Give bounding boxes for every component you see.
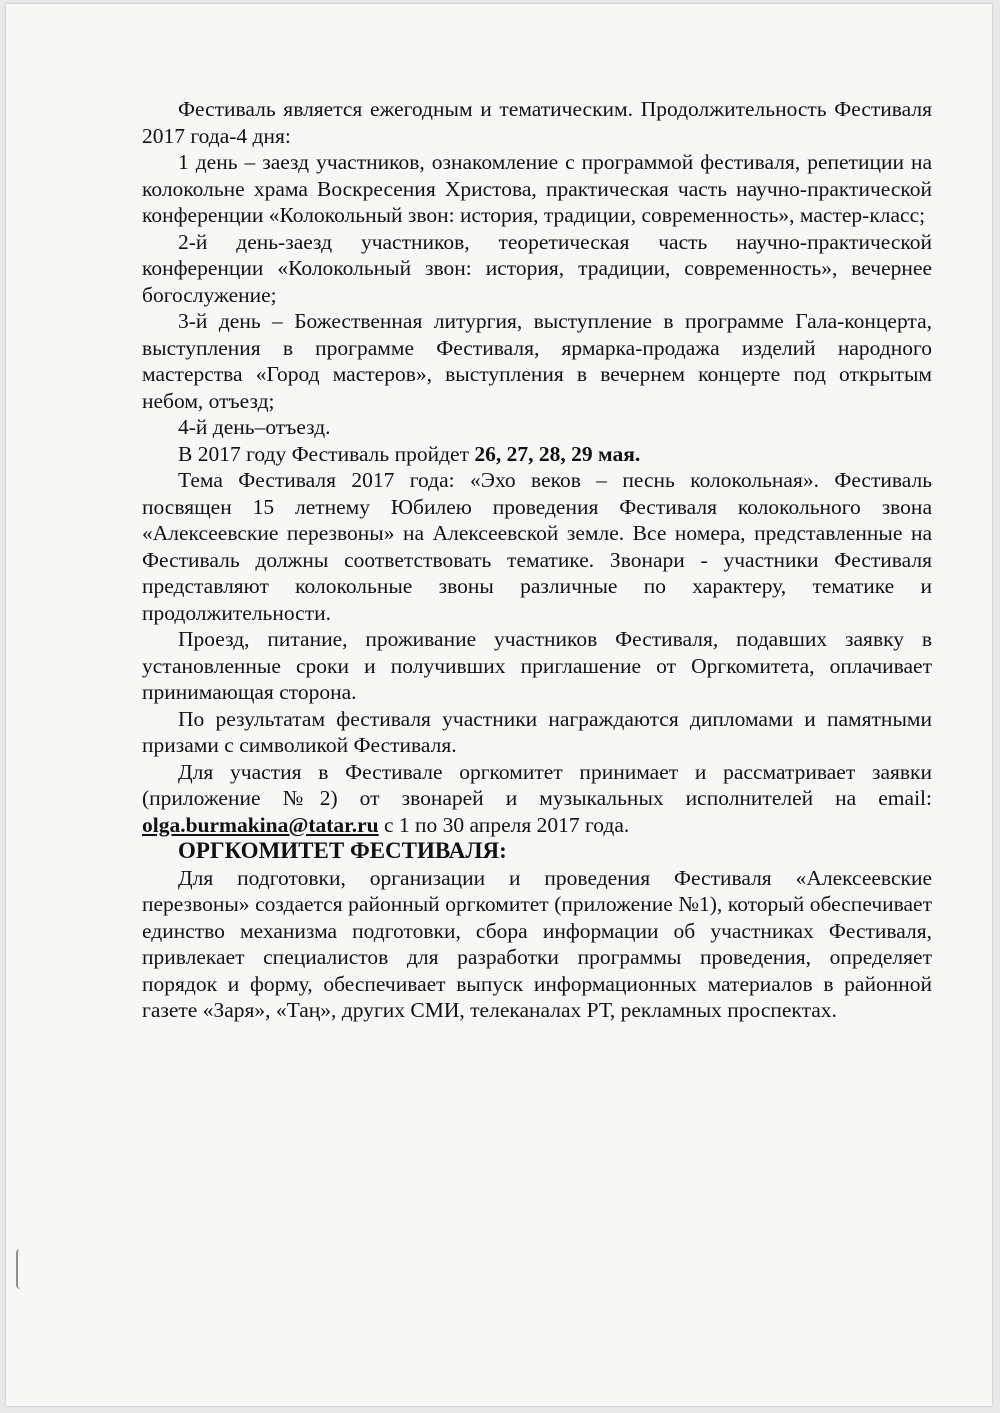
document-page [6,4,992,1406]
paragraph-theme: Тема Фестиваля 2017 года: «Эхо веков – песнь колокольная». Фестиваль посвящен 15 летнему Юбилею проведения Фестиваля колокольного звона «Алексеевские перезвоны» на Алексеевской земле. Все номера, представленные на Фестиваль должны соответствовать тематике. Звонари - участники Фестиваля представляют колокольные звоны различные по характеру, тематике и продолжительности. [142,468,932,625]
dates-prefix: В 2017 году Фестиваль пройдет [178,441,475,466]
paragraph-day-2: 2-й день-заезд участников, теоретическая часть научно-практической конференции «Колокольный звон: история, традиции, современность», вечернее богослужение; [142,229,932,307]
application-deadline: с 1 по 30 апреля 2017 года. [378,812,630,837]
paragraph-dates [142,441,932,468]
paragraph-day-4: 4-й день–отъезд. [178,415,331,439]
paragraph-day-3: 3-й день – Божественная литургия, выступление в программе Гала-концерта, выступления в программе Фестиваля, ярмарка-продажа изделий народного мастерства «Город мастеров», выступления в вечернем концерте под открытым небом, отъезд; [142,309,932,413]
festival-dates: 26, 27, 28, 29 мая. [474,441,641,466]
scan-mark [16,1249,26,1289]
paragraph-committee: Для подготовки, организации и проведения Фестиваля «Алексеевские перезвоны» создается районный оргкомитет (приложение №1), который обеспечивает единство механизма подготовки, сбора информации об участниках Фестиваля, привлекает специалистов для разработки программы проведения, определяет порядок и форму, обеспечивает выпуск информационных материалов в районной газете «Заря», «Таң», других СМИ, телеканалах РТ, рекламных проспектах. [142,865,932,1022]
section-heading: ОРГКОМИТЕТ ФЕСТИВАЛЯ: [178,838,507,863]
email-link[interactable]: olga.burmakina@tatar.ru [142,812,379,837]
application-text: Для участия в Фестивале оргкомитет принимает и рассматривает заявки (приложение №2) от звонарей и музыкальных исполнителей на email: [142,759,932,810]
paragraph-travel: Проезд, питание, проживание участников Фестиваля, подавших заявку в установленные сроки и получивших приглашение от Оргкомитета, оплачивает принимающая сторона. [142,627,932,704]
paragraph-intro: Фестиваль является ежегодным и тематическим. Продолжительность Фестиваля 2017 года-4 дня: [142,97,932,148]
paragraph-day-1: 1 день – заезд участников, ознакомление с программой фестиваля, репетиции на колокольне храма Воскресения Христова, практическая часть научно-практической конференции «Колокольный звон: история, традиции, современность», мастер-класс; [142,150,932,227]
document-body [142,96,932,1024]
paragraph-awards: По результатам фестиваля участники награждаются дипломами и памятными призами с символикой Фестиваля. [142,706,932,757]
paragraph-application [142,759,932,839]
